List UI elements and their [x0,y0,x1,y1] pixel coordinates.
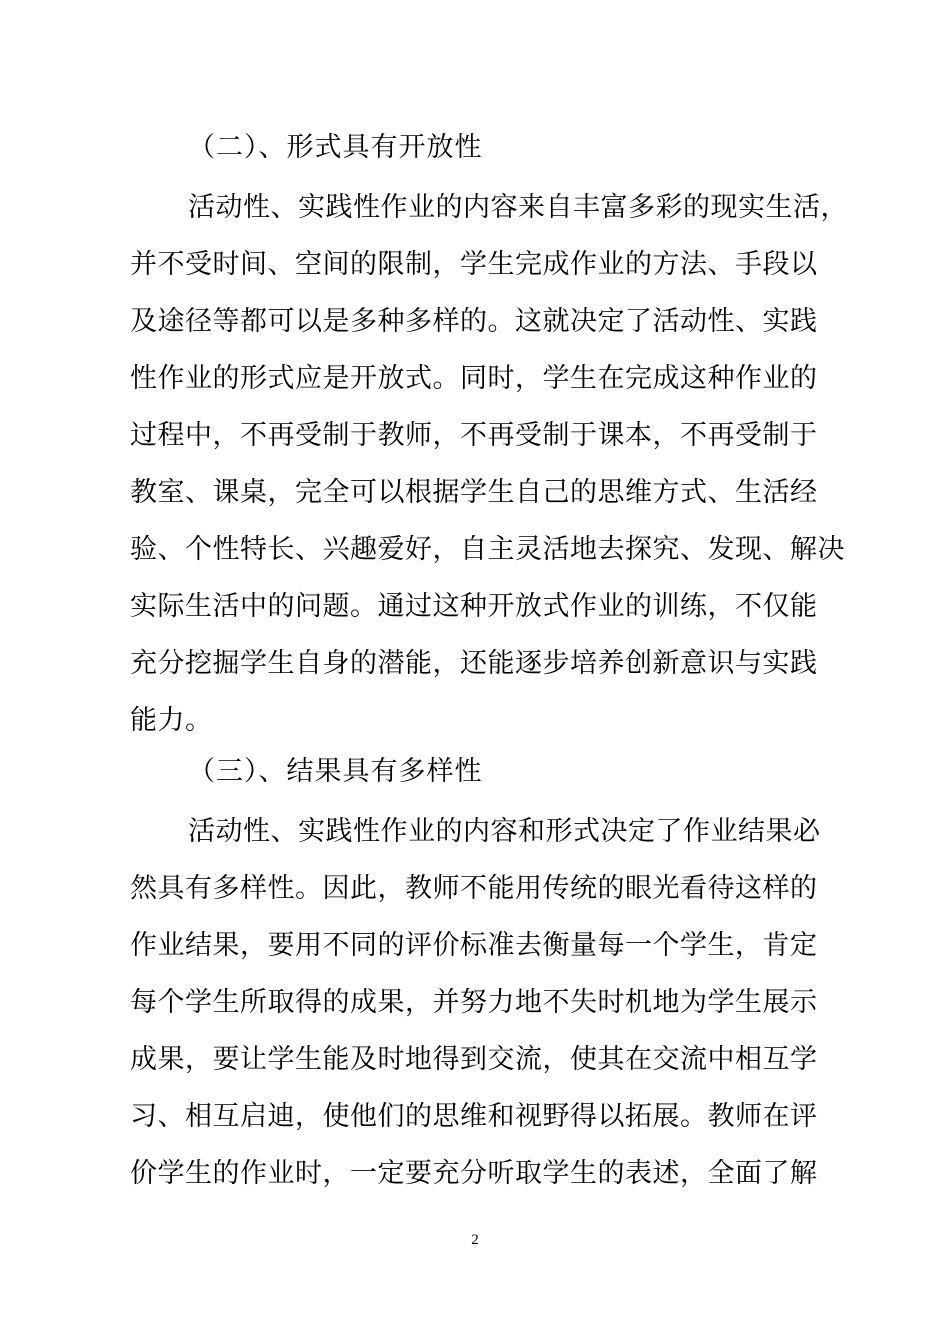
paragraph-line: 习、相互启迪，使他们的思维和视野得以拓展。教师在评 [130,1101,818,1132]
paragraph-line: 价学生的作业时，一定要充分听取学生的表述，全面了解 [130,1158,818,1189]
paragraph-line: 充分挖掘学生自身的潜能，还能逐步培养创新意识与实践 [130,648,818,679]
paragraph-line: 性作业的形式应是开放式。同时，学生在完成这种作业的 [130,363,818,394]
paragraph-line: 然具有多样性。因此，教师不能用传统的眼光看待这样的 [130,873,818,904]
paragraph-line: 能力。 [130,705,213,736]
section-heading: （二）、形式具有开放性 [188,132,483,163]
paragraph-line: 验、个性特长、兴趣爱好，自主灵活地去探究、发现、解决 [130,534,845,565]
paragraph-line: 每个学生所取得的成果，并努力地不失时机地为学生展示 [130,987,818,1018]
paragraph-line: 作业结果，要用不同的评价标准去衡量每一个学生，肯定 [130,930,818,961]
paragraph-line: 及途径等都可以是多种多样的。这就决定了活动性、实践 [130,306,818,337]
paragraph-line: 实际生活中的问题。通过这种开放式作业的训练，不仅能 [130,591,818,622]
paragraph-line: 过程中，不再受制于教师，不再受制于课本，不再受制于 [130,420,818,451]
paragraph-line: 活动性、实践性作业的内容和形式决定了作业结果必 [188,816,821,847]
paragraph-line: 教室、课桌，完全可以根据学生自己的思维方式、生活经 [130,477,818,508]
section-heading: （三）、结果具有多样性 [188,756,483,787]
page-number: 2 [471,1232,479,1248]
paragraph-line: 并不受时间、空间的限制，学生完成作业的方法、手段以 [130,249,818,280]
paragraph-line: 成果，要让学生能及时地得到交流，使其在交流中相互学 [130,1044,818,1075]
paragraph-line: 活动性、实践性作业的内容来自丰富多彩的现实生活， [188,192,848,223]
